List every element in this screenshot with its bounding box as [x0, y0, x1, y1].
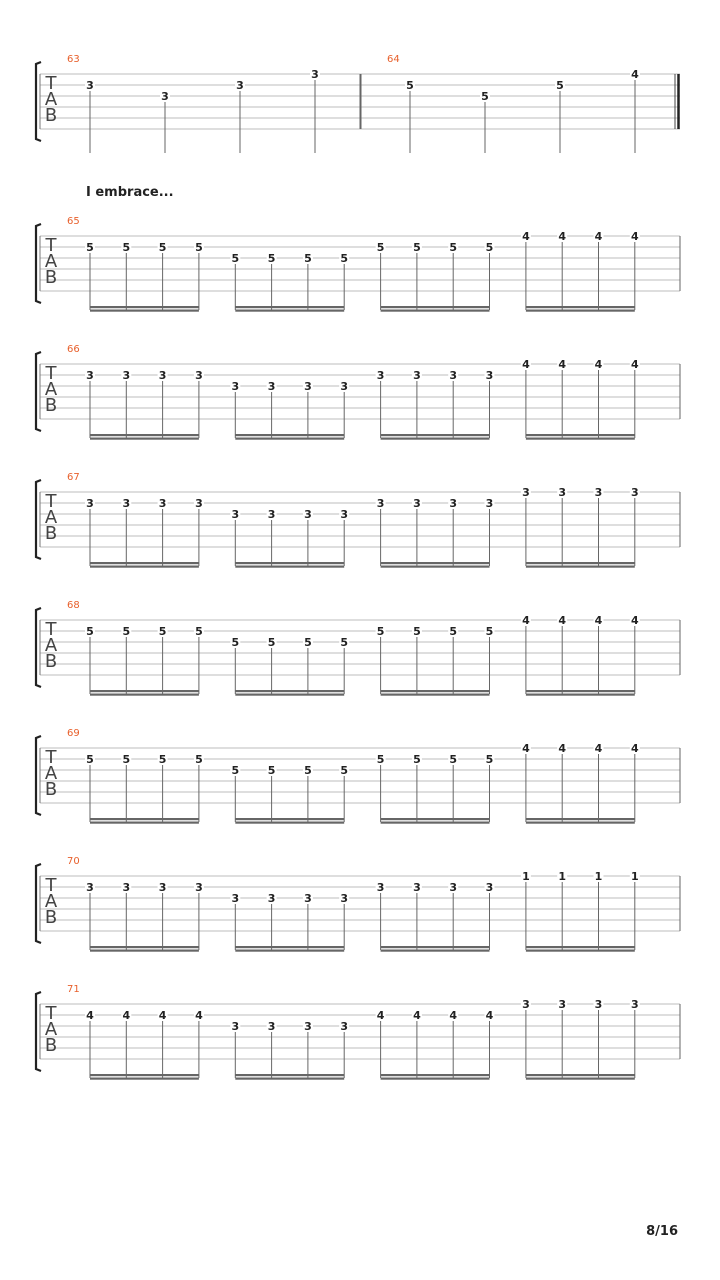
fret-number: 3 — [267, 1020, 276, 1033]
tab-clef-letter: B — [44, 651, 58, 672]
fret-number: 5 — [376, 241, 385, 254]
fret-number: 3 — [522, 998, 530, 1011]
fret-number: 5 — [406, 79, 414, 92]
fret-number: 5 — [376, 625, 385, 638]
tab-system — [36, 185, 680, 312]
measure-number: 66 — [67, 344, 80, 355]
fret-number: 5 — [122, 241, 131, 254]
tab-clef-letter: T — [45, 875, 57, 896]
tab-clef-letter: A — [44, 635, 58, 656]
tab-system — [36, 856, 680, 952]
fret-number: 5 — [556, 79, 564, 92]
fret-number: 3 — [195, 369, 203, 382]
beam-primary — [90, 434, 199, 436]
fret-number: 5 — [449, 625, 458, 638]
fret-number: 3 — [195, 497, 203, 510]
beam-primary — [526, 818, 635, 820]
beam-secondary — [526, 438, 635, 440]
beam-primary — [90, 690, 199, 692]
measure-number: 64 — [387, 54, 400, 65]
fret-number: 3 — [485, 881, 494, 894]
beam-primary — [381, 306, 490, 308]
tab-measure — [67, 856, 680, 952]
fret-number: 4 — [376, 1009, 385, 1022]
beam-secondary — [235, 950, 344, 952]
tab-clef-letter: B — [44, 267, 58, 288]
fret-number: 4 — [594, 614, 603, 627]
tab-clef-letter: A — [44, 763, 58, 784]
beam-secondary — [526, 694, 635, 696]
beam-primary — [526, 1074, 635, 1076]
fret-number: 4 — [522, 742, 530, 755]
tab-measure — [67, 984, 680, 1080]
beam-secondary — [381, 1078, 490, 1080]
beam-secondary — [526, 950, 635, 952]
beam-primary — [381, 434, 490, 436]
beam-secondary — [90, 950, 199, 952]
beam-secondary — [381, 566, 490, 568]
beam-primary — [235, 562, 344, 564]
fret-number: 4 — [449, 1009, 458, 1022]
fret-number: 4 — [558, 230, 567, 243]
fret-number: 1 — [522, 870, 530, 883]
tab-clef-letter: A — [44, 251, 58, 272]
fret-number: 3 — [594, 486, 603, 499]
fret-number: 1 — [558, 870, 567, 883]
beam-secondary — [90, 438, 199, 440]
beam-primary — [90, 1074, 199, 1076]
fret-number: 3 — [161, 90, 169, 103]
fret-number: 4 — [195, 1009, 203, 1022]
fret-number: 4 — [594, 230, 603, 243]
fret-number: 5 — [122, 625, 131, 638]
fret-number: 5 — [86, 753, 94, 766]
fret-number: 5 — [413, 241, 421, 254]
beam-secondary — [381, 310, 490, 312]
beam-primary — [526, 690, 635, 692]
fret-number: 3 — [630, 486, 639, 499]
beam-primary — [526, 562, 635, 564]
fret-number: 5 — [449, 241, 458, 254]
fret-number: 4 — [413, 1009, 421, 1022]
fret-number: 3 — [267, 508, 276, 521]
fret-number: 3 — [304, 380, 312, 393]
fret-number: 5 — [304, 764, 312, 777]
fret-number: 3 — [158, 369, 167, 382]
beam-primary — [526, 946, 635, 948]
beam-primary — [235, 434, 344, 436]
beam-primary — [381, 818, 490, 820]
fret-number: 3 — [267, 892, 276, 905]
measure-number: 70 — [67, 856, 80, 867]
fret-number: 4 — [86, 1009, 94, 1022]
fret-number: 3 — [122, 369, 131, 382]
fret-number: 4 — [594, 358, 603, 371]
fret-number: 5 — [340, 636, 349, 649]
tab-clef-letter: B — [44, 779, 58, 800]
beam-secondary — [90, 310, 199, 312]
tab-clef-letter: T — [45, 363, 57, 384]
fret-number: 4 — [158, 1009, 167, 1022]
fret-number: 3 — [558, 998, 567, 1011]
fret-number: 5 — [195, 753, 203, 766]
beam-secondary — [526, 310, 635, 312]
fret-number: 3 — [449, 881, 458, 894]
fret-number: 4 — [630, 358, 639, 371]
fret-number: 3 — [630, 998, 639, 1011]
fret-number: 3 — [340, 380, 349, 393]
fret-number: 3 — [304, 1020, 312, 1033]
fret-number: 4 — [630, 230, 639, 243]
beam-secondary — [526, 566, 635, 568]
fret-number: 3 — [231, 380, 240, 393]
fret-number: 3 — [340, 1020, 349, 1033]
measure-number: 63 — [67, 54, 80, 65]
beam-primary — [526, 306, 635, 308]
measure-number: 65 — [67, 216, 80, 227]
tab-measure — [67, 600, 680, 696]
fret-number: 4 — [485, 1009, 494, 1022]
beam-secondary — [235, 310, 344, 312]
fret-number: 4 — [558, 614, 567, 627]
tab-measure — [67, 54, 360, 153]
fret-number: 4 — [594, 742, 603, 755]
measure-number: 69 — [67, 728, 80, 739]
tab-clef-letter: B — [44, 105, 58, 126]
fret-number: 4 — [558, 358, 567, 371]
beam-primary — [526, 434, 635, 436]
lyric-text: I embrace... — [86, 185, 174, 200]
fret-number: 5 — [449, 753, 458, 766]
fret-number: 3 — [522, 486, 530, 499]
tab-clef-letter: B — [44, 1035, 58, 1056]
tab-clef-letter: T — [45, 235, 57, 256]
fret-number: 5 — [86, 241, 94, 254]
beam-primary — [381, 946, 490, 948]
fret-number: 5 — [413, 753, 421, 766]
fret-number: 3 — [304, 508, 312, 521]
fret-number: 3 — [231, 508, 240, 521]
fret-number: 3 — [304, 892, 312, 905]
beam-secondary — [90, 566, 199, 568]
tab-measure — [67, 472, 680, 568]
tab-system — [36, 54, 680, 153]
tab-clef-letter: B — [44, 907, 58, 928]
fret-number: 4 — [558, 742, 567, 755]
fret-number: 5 — [231, 636, 240, 649]
tab-system — [36, 728, 680, 824]
fret-number: 4 — [522, 358, 530, 371]
fret-number: 3 — [449, 369, 458, 382]
fret-number: 5 — [267, 252, 276, 265]
fret-number: 5 — [86, 625, 94, 638]
beam-secondary — [526, 1078, 635, 1080]
tab-clef-letter: A — [44, 89, 58, 110]
fret-number: 3 — [86, 497, 94, 510]
beam-primary — [90, 562, 199, 564]
fret-number: 5 — [267, 764, 276, 777]
beam-primary — [381, 690, 490, 692]
fret-number: 4 — [631, 68, 639, 81]
fret-number: 3 — [311, 68, 319, 81]
fret-number: 3 — [195, 881, 203, 894]
beam-primary — [235, 306, 344, 308]
tab-measure — [67, 344, 680, 440]
tab-clef-letter: T — [45, 619, 57, 640]
beam-secondary — [381, 950, 490, 952]
tab-clef-letter: B — [44, 523, 58, 544]
tab-measure — [67, 216, 680, 312]
fret-number: 5 — [340, 252, 349, 265]
fret-number: 5 — [158, 241, 167, 254]
fret-number: 3 — [413, 497, 421, 510]
beam-secondary — [381, 822, 490, 824]
tab-measure — [67, 728, 680, 824]
tab-system — [36, 472, 680, 568]
fret-number: 3 — [376, 881, 385, 894]
tab-clef-letter: T — [45, 1003, 57, 1024]
beam-primary — [90, 306, 199, 308]
fret-number: 5 — [304, 252, 312, 265]
tab-system — [36, 344, 680, 440]
fret-number: 3 — [86, 79, 94, 92]
fret-number: 4 — [630, 614, 639, 627]
fret-number: 4 — [122, 1009, 131, 1022]
fret-number: 5 — [413, 625, 421, 638]
fret-number: 3 — [267, 380, 276, 393]
fret-number: 4 — [522, 230, 530, 243]
fret-number: 3 — [485, 497, 494, 510]
tab-clef-letter: A — [44, 891, 58, 912]
fret-number: 5 — [376, 753, 385, 766]
fret-number: 5 — [158, 753, 167, 766]
fret-number: 3 — [122, 497, 131, 510]
fret-number: 3 — [86, 369, 94, 382]
measure-number: 68 — [67, 600, 80, 611]
fret-number: 5 — [195, 625, 203, 638]
fret-number: 3 — [231, 1020, 240, 1033]
measure-number: 67 — [67, 472, 80, 483]
tab-system — [36, 984, 680, 1080]
beam-primary — [235, 1074, 344, 1076]
fret-number: 5 — [158, 625, 167, 638]
tab-clef-letter: T — [45, 491, 57, 512]
beam-primary — [381, 1074, 490, 1076]
fret-number: 5 — [340, 764, 349, 777]
beam-primary — [90, 818, 199, 820]
tab-clef-letter: T — [45, 747, 57, 768]
beam-secondary — [235, 438, 344, 440]
fret-number: 3 — [413, 369, 421, 382]
fret-number: 5 — [231, 252, 240, 265]
fret-number: 5 — [195, 241, 203, 254]
fret-number: 3 — [340, 892, 349, 905]
beam-secondary — [235, 1078, 344, 1080]
beam-secondary — [235, 566, 344, 568]
fret-number: 1 — [630, 870, 639, 883]
beam-secondary — [381, 694, 490, 696]
fret-number: 3 — [231, 892, 240, 905]
fret-number: 3 — [449, 497, 458, 510]
fret-number: 3 — [413, 881, 421, 894]
tab-clef-letter: A — [44, 507, 58, 528]
beam-primary — [235, 946, 344, 948]
tab-measure — [361, 54, 679, 153]
fret-number: 3 — [485, 369, 494, 382]
beam-secondary — [90, 1078, 199, 1080]
tab-clef-letter: A — [44, 379, 58, 400]
beam-secondary — [90, 694, 199, 696]
fret-number: 5 — [485, 241, 494, 254]
fret-number: 3 — [236, 79, 244, 92]
tab-system — [36, 600, 680, 696]
beam-primary — [90, 946, 199, 948]
fret-number: 1 — [594, 870, 603, 883]
fret-number: 3 — [86, 881, 94, 894]
fret-number: 3 — [158, 497, 167, 510]
beam-secondary — [90, 822, 199, 824]
measure-number: 71 — [67, 984, 80, 995]
fret-number: 5 — [304, 636, 312, 649]
beam-secondary — [381, 438, 490, 440]
fret-number: 3 — [122, 881, 131, 894]
fret-number: 5 — [485, 625, 494, 638]
tab-clef-letter: T — [45, 73, 57, 94]
tab-clef-letter: B — [44, 395, 58, 416]
beam-primary — [235, 690, 344, 692]
fret-number: 4 — [522, 614, 530, 627]
tab-clef-letter: A — [44, 1019, 58, 1040]
beam-secondary — [526, 822, 635, 824]
fret-number: 5 — [485, 753, 494, 766]
fret-number: 3 — [340, 508, 349, 521]
fret-number: 3 — [558, 486, 567, 499]
fret-number: 5 — [231, 764, 240, 777]
fret-number: 3 — [376, 497, 385, 510]
fret-number: 5 — [267, 636, 276, 649]
beam-primary — [235, 818, 344, 820]
beam-secondary — [235, 694, 344, 696]
fret-number: 5 — [122, 753, 131, 766]
fret-number: 3 — [158, 881, 167, 894]
beam-primary — [381, 562, 490, 564]
fret-number: 3 — [594, 998, 603, 1011]
fret-number: 4 — [630, 742, 639, 755]
beam-secondary — [235, 822, 344, 824]
fret-number: 3 — [376, 369, 385, 382]
page-number: 8/16 — [646, 1224, 678, 1239]
fret-number: 5 — [481, 90, 489, 103]
